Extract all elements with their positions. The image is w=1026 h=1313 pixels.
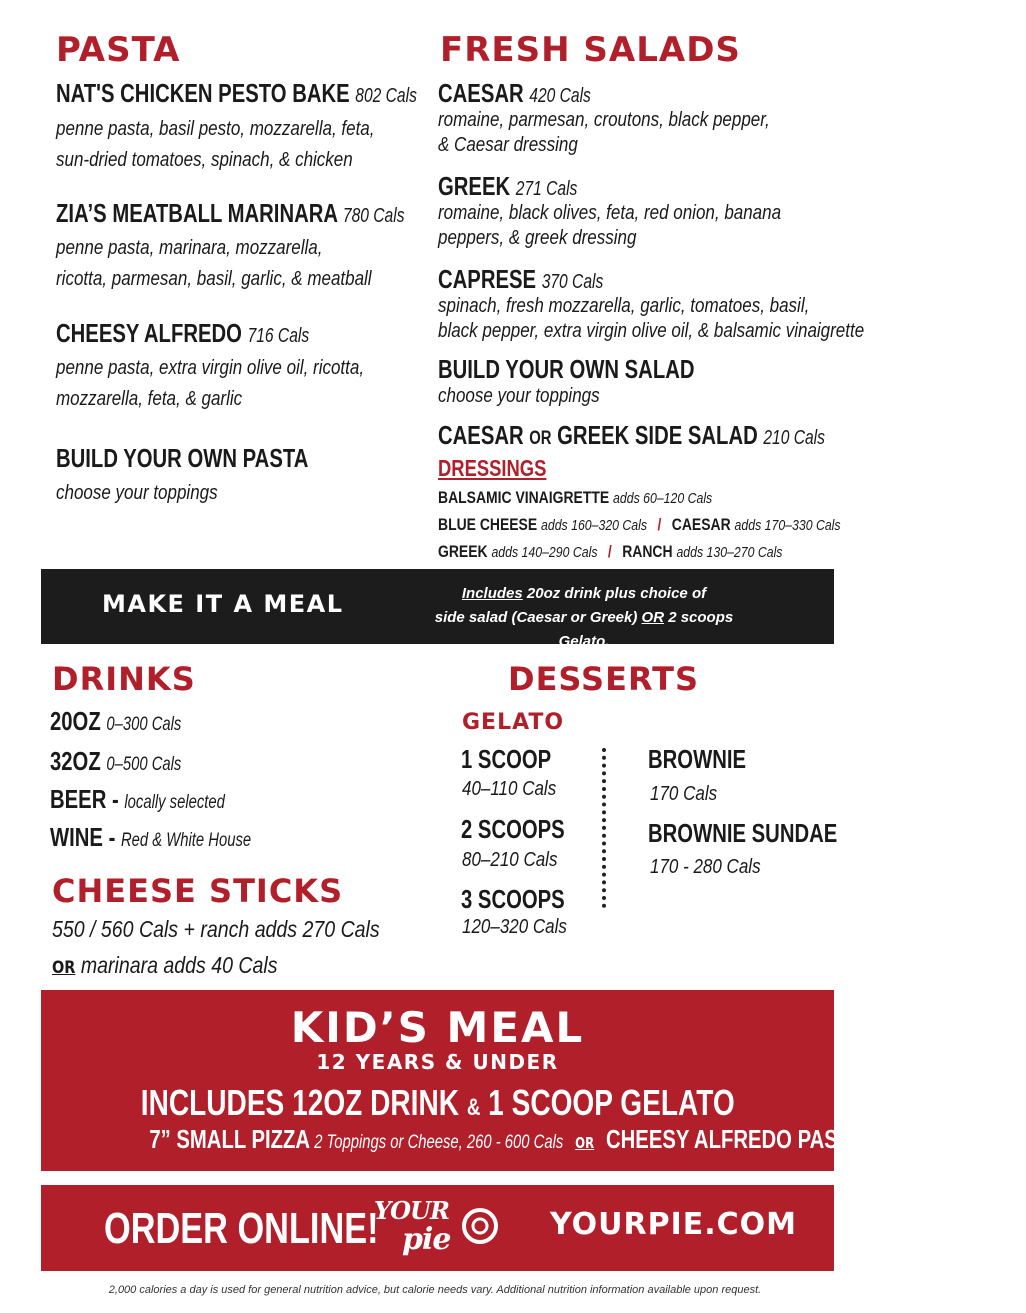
pizza-icon bbox=[460, 1206, 500, 1246]
salad-item bbox=[438, 171, 617, 202]
item-cals: 370 Cals bbox=[541, 271, 604, 293]
item-name: BUILD YOUR OWN SALAD bbox=[438, 354, 695, 384]
item-description: romaine, black olives, feta, red onion, banana peppers, & greek dressing bbox=[438, 202, 782, 249]
item-cals: 420 Cals bbox=[529, 85, 591, 107]
item-description: choose your toppings bbox=[438, 385, 600, 407]
drink-item: 20OZ 0–300 Cals bbox=[50, 706, 182, 736]
item-description: romaine, parmesan, croutons, black pepper, & Caesar dressing bbox=[438, 109, 770, 156]
kids-meal-includes: INCLUDES 12OZ DRINK & 1 SCOOP GELATO bbox=[140, 1082, 735, 1123]
item-description: choose your toppings bbox=[56, 482, 218, 504]
pasta-heading: PASTA bbox=[56, 30, 181, 70]
pasta-item bbox=[56, 198, 503, 229]
pasta-item bbox=[56, 443, 380, 474]
salad-item bbox=[438, 354, 767, 385]
dotted-divider bbox=[602, 748, 606, 908]
cheese-sticks-cals: 550 / 560 Cals + ranch adds 270 Cals bbox=[52, 916, 380, 942]
salads-heading: FRESH SALADS bbox=[440, 30, 741, 70]
dressing-row: BALSAMIC VINAIGRETTE adds 60–120 Cals bbox=[438, 488, 713, 507]
brownie-item: BROWNIE SUNDAE bbox=[648, 818, 838, 848]
item-cals: 271 Cals bbox=[515, 178, 578, 200]
gelato-cals: 120–320 Cals bbox=[462, 916, 567, 938]
item-description: penne pasta, extra virgin olive oil, ricotta, mozzarella, feta, & garlic bbox=[56, 357, 365, 410]
gelato-option: 3 SCOOPS bbox=[461, 884, 565, 914]
drink-item: BEER - locally selected bbox=[50, 784, 225, 814]
item-name: CAESAR bbox=[438, 78, 524, 108]
item-name: CHEESY ALFREDO bbox=[56, 318, 242, 348]
drinks-heading: DRINKS bbox=[52, 660, 196, 698]
kids-meal-age: 12 YEARS & UNDER bbox=[316, 1050, 559, 1074]
gelato-option: 2 SCOOPS bbox=[461, 814, 565, 844]
gelato-cals: 80–210 Cals bbox=[462, 849, 558, 871]
dressing-row: GREEK adds 140–290 Cals / RANCH adds 130–270 Cals bbox=[438, 542, 783, 561]
item-description: penne pasta, basil pesto, mozzarella, feta, sun-dried tomatoes, spinach, & chicken bbox=[56, 118, 375, 171]
dressing-row: BLUE CHEESE adds 160–320 Cals / CAESAR adds 170–330 Cals bbox=[438, 515, 841, 534]
dressings-heading: DRESSINGS bbox=[438, 455, 547, 481]
item-name: NAT'S CHICKEN PESTO BAKE bbox=[56, 78, 350, 108]
item-name: CAPRESE bbox=[438, 264, 537, 294]
side-salad: CAESAR OR GREEK SIDE SALAD 210 Cals bbox=[438, 420, 825, 450]
nutrition-disclaimer: 2,000 calories a day is used for general nutrition advice, but calorie needs vary. Additional nutrition information available upon request. bbox=[108, 1284, 762, 1296]
desserts-heading: DESSERTS bbox=[508, 660, 700, 698]
brownie-cals: 170 - 280 Cals bbox=[650, 856, 761, 878]
gelato-heading: GELATO bbox=[462, 710, 565, 735]
item-name: GREEK bbox=[438, 171, 511, 201]
item-name: ZIA’S MEATBALL MARINARA bbox=[56, 198, 338, 228]
item-name: BUILD YOUR OWN PASTA bbox=[56, 443, 309, 473]
salad-item bbox=[438, 264, 650, 295]
gelato-option: 1 SCOOP bbox=[461, 744, 552, 774]
meal-title: MAKE IT A MEAL bbox=[102, 590, 344, 618]
salad-item bbox=[438, 78, 634, 109]
drink-item: WINE - Red & White House bbox=[50, 822, 252, 852]
item-description: spinach, fresh mozzarella, garlic, tomatoes, basil, black pepper, extra virgin olive oil, & balsamic vinaigrette bbox=[438, 295, 865, 342]
cheese-sticks-heading: CHEESE STICKS bbox=[52, 872, 344, 910]
cheese-sticks-marinara: OR marinara adds 40 Cals bbox=[52, 952, 278, 978]
item-cals: 802 Cals bbox=[355, 85, 417, 107]
brownie-cals: 170 Cals bbox=[650, 783, 718, 805]
item-description: penne pasta, marinara, mozzarella, ricotta, parmesan, basil, garlic, & meatball bbox=[56, 237, 372, 290]
gelato-cals: 40–110 Cals bbox=[462, 778, 557, 800]
kids-meal-options: 7” SMALL PIZZA 2 Toppings or Cheese, 260 - 600 Cals OR CHEESY ALFREDO PASTA 420 Cals bbox=[149, 1124, 918, 1154]
item-cals: 716 Cals bbox=[247, 325, 310, 347]
yourpie-logo: YOUR pie bbox=[372, 1194, 502, 1262]
pasta-item bbox=[56, 318, 381, 349]
meal-description: Includes 20oz drink plus choice of side salad (Caesar or Greek) OR 2 scoops Gelato. bbox=[434, 585, 734, 650]
kids-meal-title: KID’S MEAL bbox=[290, 1003, 585, 1052]
drink-item: 32OZ 0–500 Cals bbox=[50, 746, 182, 776]
item-cals: 780 Cals bbox=[342, 205, 405, 227]
brownie-item: BROWNIE bbox=[648, 744, 747, 774]
order-online-label: ORDER ONLINE! bbox=[104, 1204, 379, 1253]
website-link[interactable]: YOURPIE.COM bbox=[550, 1207, 798, 1242]
